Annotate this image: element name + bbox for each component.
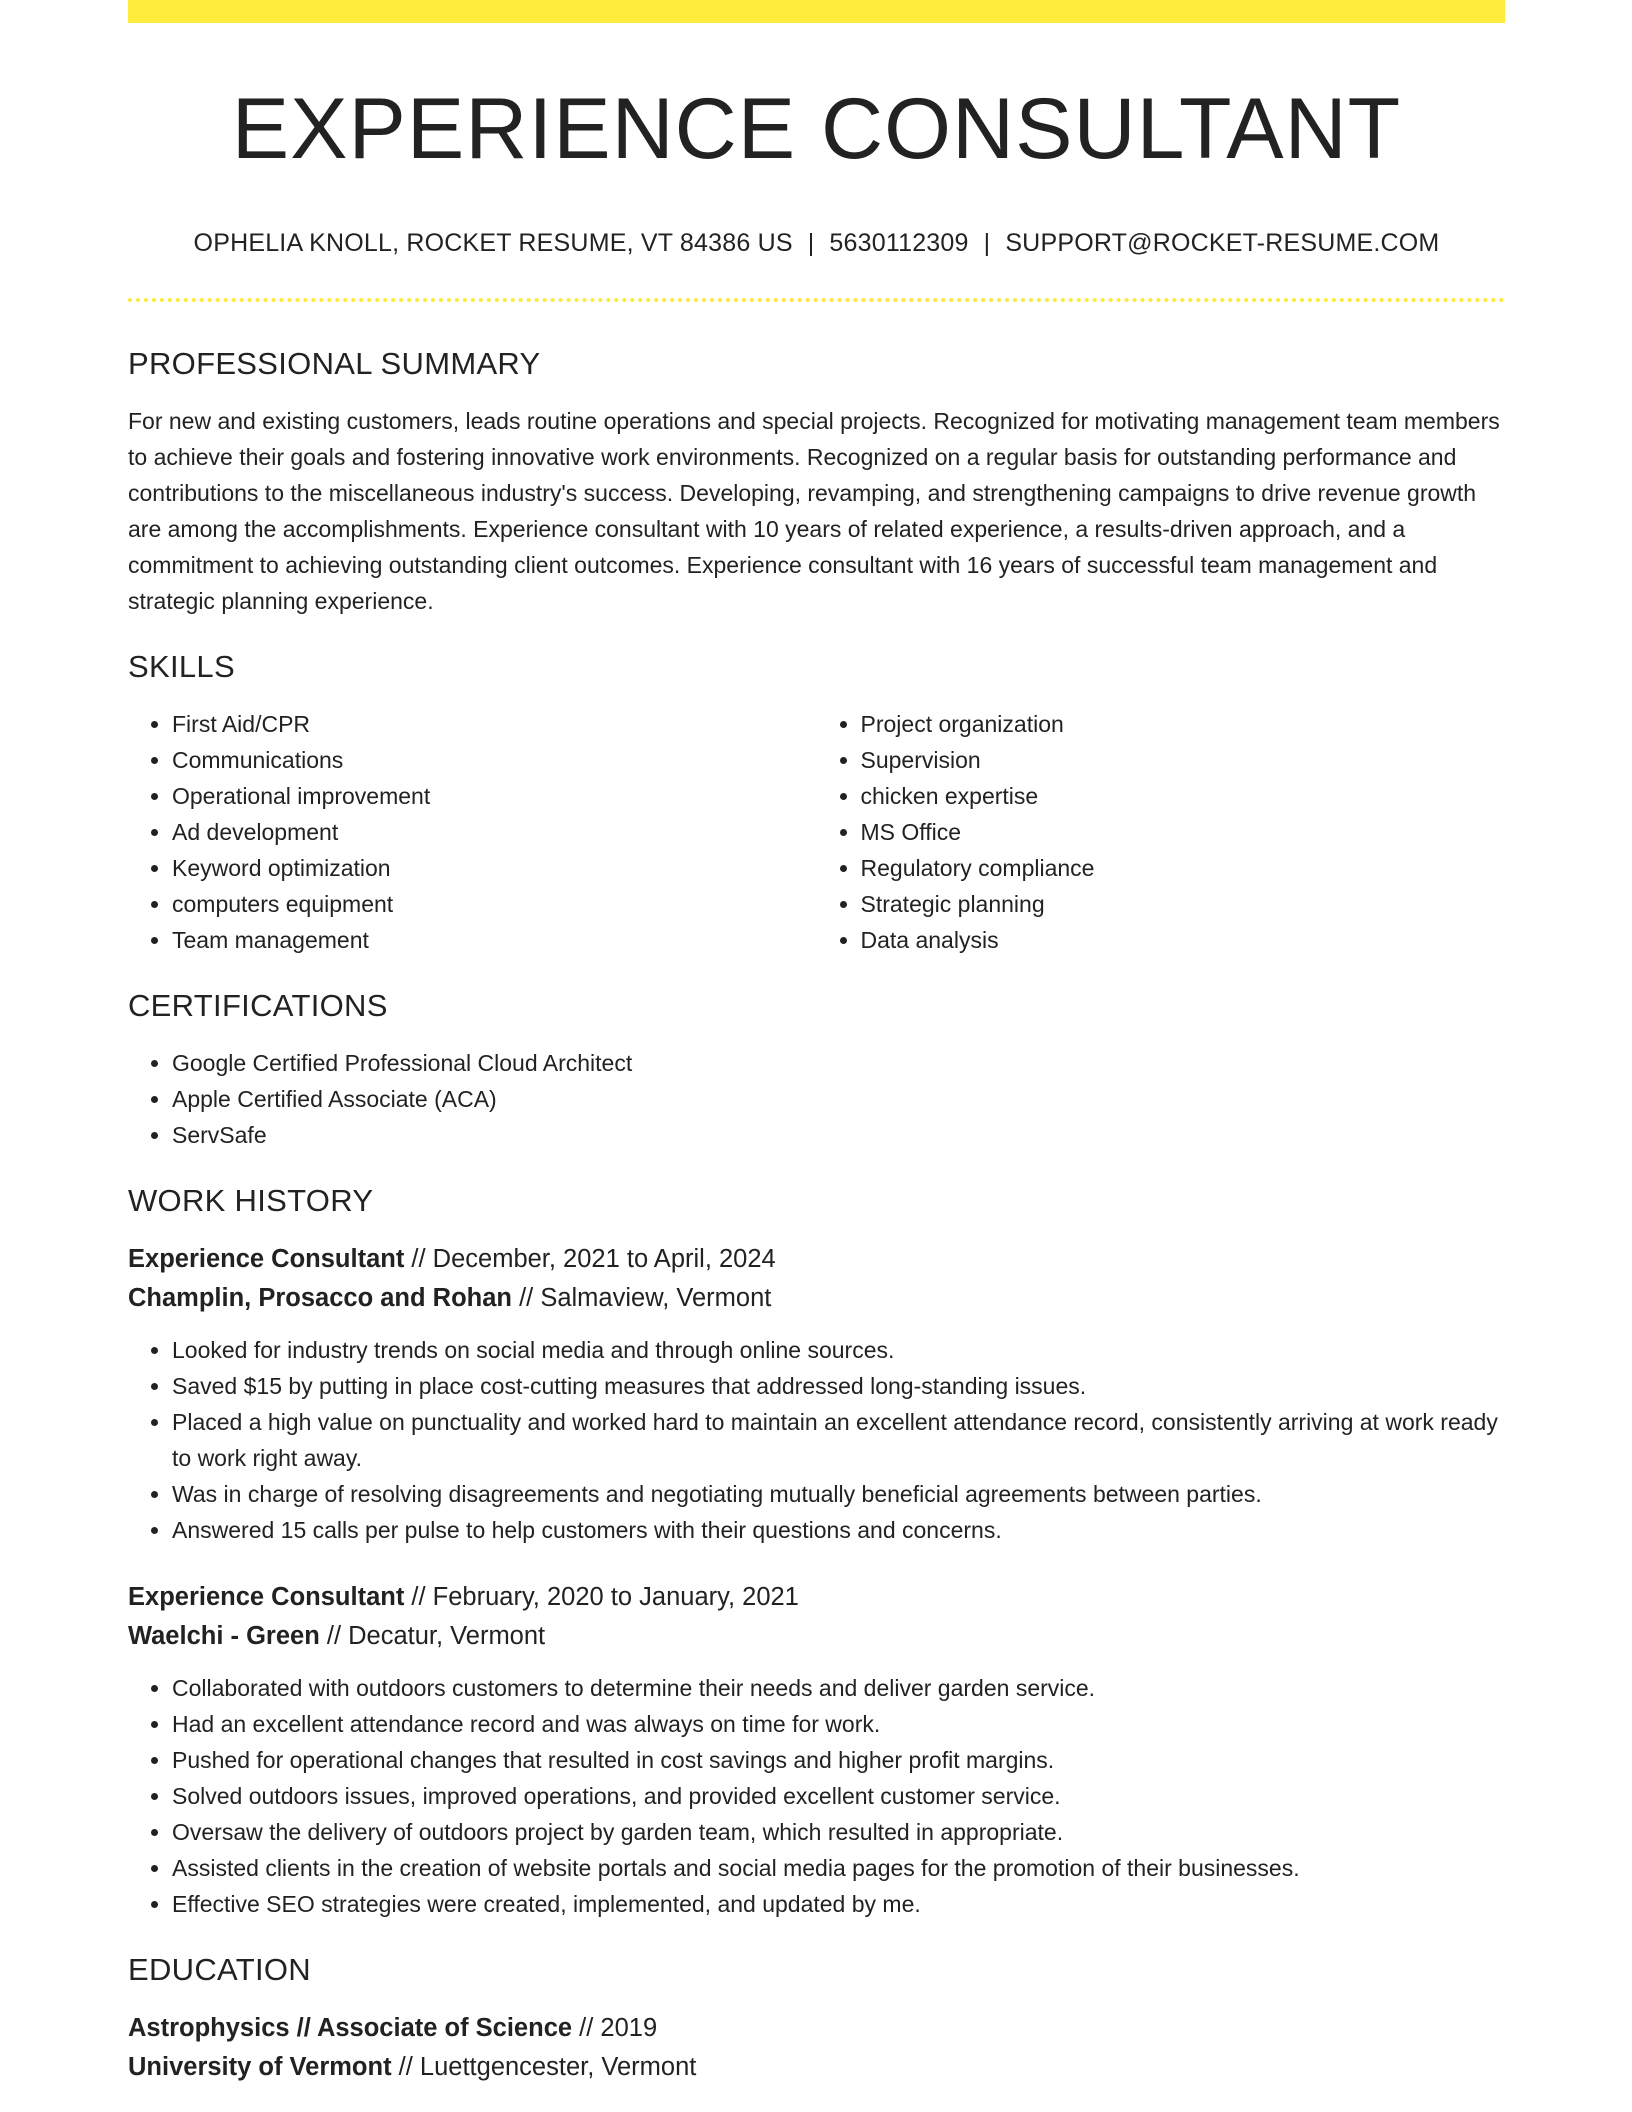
header-divider — [128, 298, 1505, 302]
education-location: // Luettgencester, Vermont — [391, 2053, 697, 2081]
job-bullet: • Looked for industry trends on social media and through online sources. — [172, 1332, 1505, 1368]
certification-item: • ServSafe — [172, 1117, 1505, 1153]
summary-heading: PROFESSIONAL SUMMARY — [128, 346, 541, 381]
certification-item: • Apple Certified Associate (ACA) — [172, 1081, 1505, 1117]
skill-item: • Team management — [172, 922, 817, 958]
job-bullets — [128, 1332, 1505, 1548]
job-bullets — [128, 1670, 1505, 1922]
contact-separator: | — [807, 229, 815, 257]
job-title-line — [128, 1578, 1505, 1617]
page-title: EXPERIENCE CONSULTANT — [231, 81, 1402, 177]
job-bullet: • Solved outdoors issues, improved operations, and provided excellent customer service. — [172, 1778, 1505, 1814]
job-bullet: • Had an excellent attendance record and was always on time for work. — [172, 1706, 1505, 1742]
job-title-line — [128, 1240, 1505, 1279]
contact-phone: 5630112309 — [829, 229, 969, 257]
skills-heading: SKILLS — [128, 649, 235, 684]
certification-item: • Google Certified Professional Cloud Architect — [172, 1045, 1505, 1081]
skill-item: • Ad development — [172, 814, 817, 850]
skills-grid — [128, 706, 1505, 958]
skill-item: • Operational improvement — [172, 778, 817, 814]
education-school-line — [128, 2048, 1505, 2087]
job-location: // Decatur, Vermont — [319, 1622, 546, 1650]
skill-item: • Strategic planning — [861, 886, 1506, 922]
education-entry — [128, 2009, 1505, 2087]
job-entry — [128, 1240, 1505, 1548]
job-company: Champlin, Prosacco and Rohan — [128, 1284, 512, 1312]
job-dates: // December, 2021 to April, 2024 — [404, 1245, 776, 1273]
job-company-line — [128, 1279, 1505, 1318]
education-school: University of Vermont — [128, 2053, 392, 2081]
skill-item: • Communications — [172, 742, 817, 778]
skills-list-left — [128, 706, 817, 958]
contact-email: SUPPORT@ROCKET-RESUME.COM — [1005, 229, 1440, 257]
education-degree: Astrophysics // Associate of Science — [128, 2014, 573, 2042]
job-company-line — [128, 1617, 1505, 1656]
skill-item: • chicken expertise — [861, 778, 1506, 814]
job-location: // Salmaview, Vermont — [511, 1284, 772, 1312]
skill-item: • First Aid/CPR — [172, 706, 817, 742]
job-bullet: • Was in charge of resolving disagreements and negotiating mutually beneficial agreements between parties. — [172, 1476, 1505, 1512]
job-title: Experience Consultant — [128, 1583, 405, 1611]
job-bullet: • Effective SEO strategies were created, implemented, and updated by me. — [172, 1886, 1505, 1922]
skills-list-right — [817, 706, 1506, 958]
job-bullet: • Assisted clients in the creation of website portals and social media pages for the promotion of their businesses. — [172, 1850, 1505, 1886]
skill-item: • Supervision — [861, 742, 1506, 778]
job-bullet: • Oversaw the delivery of outdoors project by garden team, which resulted in appropriate. — [172, 1814, 1505, 1850]
contact-line — [128, 229, 1505, 258]
job-bullet: • Answered 15 calls per pulse to help customers with their questions and concerns. — [172, 1512, 1505, 1548]
summary-text: For new and existing customers, leads routine operations and special projects. Recognized for motivating management team members to achieve their goals and fostering innovative work environments. Recognized on a regular basis for outstanding performance and contributions to the miscellaneous industry's success. Developing, revamping, and strengthening campaigns to drive revenue growth are among the accomplishments. Experience consultant with 10 years of related experience, a results-driven approach, and a commitment to achieving outstanding client outcomes. Experience consultant with 16 years of successful team management and strategic planning experience. — [128, 408, 1500, 614]
job-bullet: • Saved $15 by putting in place cost-cutting measures that addressed long-standing issues. — [172, 1368, 1505, 1404]
certifications-heading: CERTIFICATIONS — [128, 988, 388, 1023]
job-dates: // February, 2020 to January, 2021 — [404, 1583, 799, 1611]
job-company: Waelchi - Green — [128, 1622, 320, 1650]
certifications-list — [128, 1045, 1505, 1153]
skill-item: • Data analysis — [861, 922, 1506, 958]
skill-item: • Keyword optimization — [172, 850, 817, 886]
education-year: // 2019 — [572, 2014, 658, 2042]
education-degree-line — [128, 2009, 1505, 2048]
contact-address: OPHELIA KNOLL, ROCKET RESUME, VT 84386 US — [193, 229, 793, 257]
skill-item: • MS Office — [861, 814, 1506, 850]
education-heading: EDUCATION — [128, 1952, 311, 1987]
job-entry — [128, 1578, 1505, 1922]
skill-item: • Project organization — [861, 706, 1506, 742]
work-history-heading: WORK HISTORY — [128, 1183, 374, 1218]
skill-item: • Regulatory compliance — [861, 850, 1506, 886]
resume-content — [128, 0, 1505, 2087]
job-bullet: • Placed a high value on punctuality and worked hard to maintain an excellent attendance record, consistently arriving at work ready to work right away. — [172, 1404, 1505, 1476]
job-bullet: • Pushed for operational changes that resulted in cost savings and higher profit margins. — [172, 1742, 1505, 1778]
skill-item: • computers equipment — [172, 886, 817, 922]
contact-separator: | — [983, 229, 991, 257]
job-title: Experience Consultant — [128, 1245, 405, 1273]
job-bullet: • Collaborated with outdoors customers to determine their needs and deliver garden service. — [172, 1670, 1505, 1706]
